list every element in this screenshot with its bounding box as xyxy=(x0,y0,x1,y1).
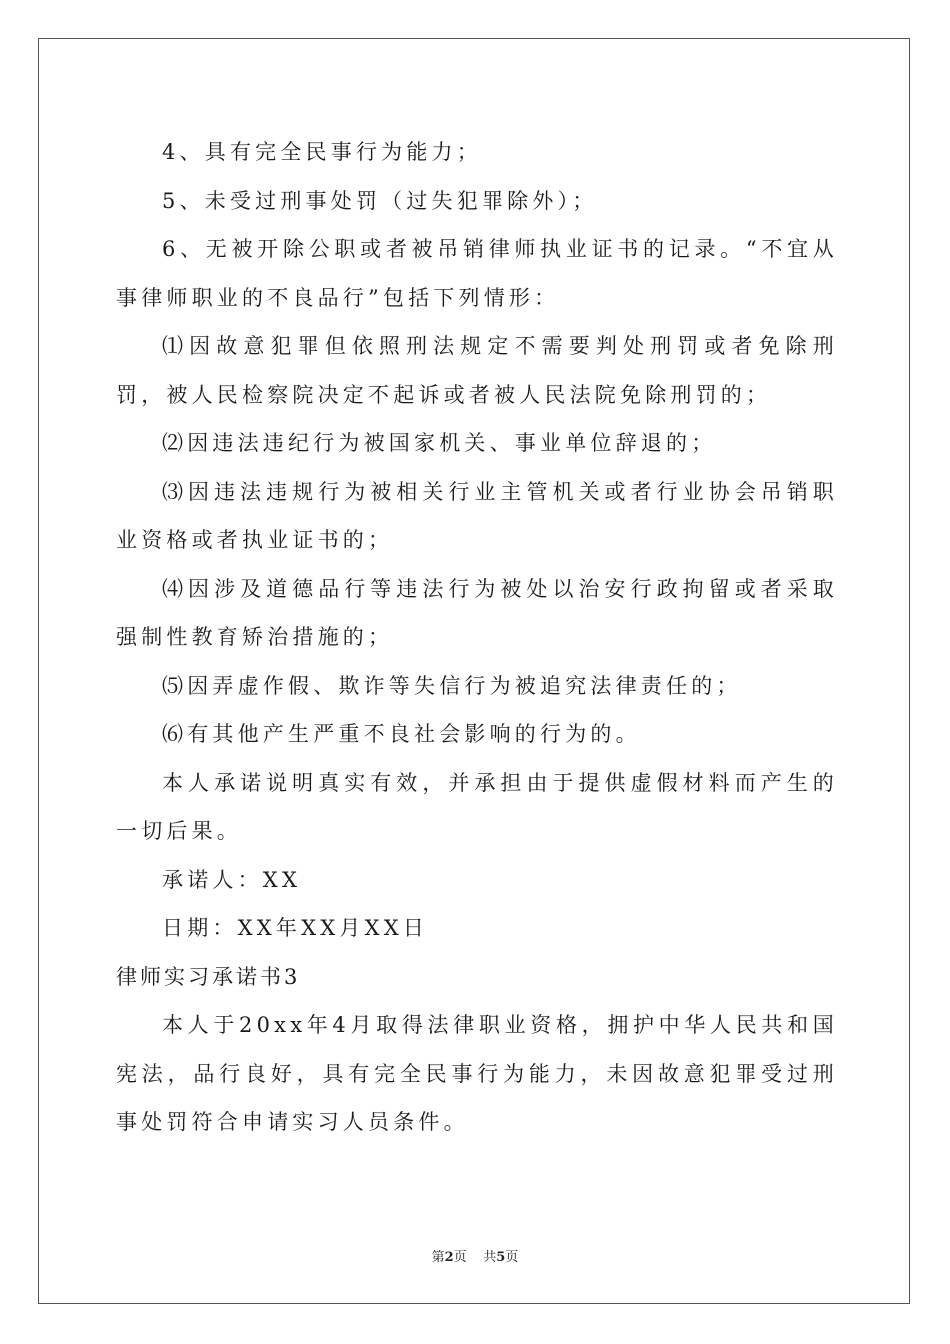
paragraph-item-6: 6、无被开除公职或者被吊销律师执业证书的记录。“不宜从事律师职业的不良品行”包括下列情形： xyxy=(116,237,838,310)
paragraph-condition-1: ⑴因故意犯罪但依照刑法规定不需要判处刑罚或者免除刑罚，被人民检察院决定不起诉或者被人民法院免除刑罚的； xyxy=(116,334,838,407)
footer-total-prefix: 共 xyxy=(483,1250,497,1265)
date-line: 日期：XX年XX月XX日 xyxy=(162,916,429,940)
paragraph-condition-3: ⑶因违法违规行为被相关行业主管机关或者行业协会吊销职业资格或者执业证书的； xyxy=(116,479,838,552)
section-title: 律师实习承诺书3 xyxy=(116,964,301,989)
footer-total-pages: 5 xyxy=(496,1250,506,1265)
paragraph-condition-6: ⑹有其他产生严重不良社会影响的行为的。 xyxy=(162,722,641,746)
footer-current-page: 2 xyxy=(444,1250,454,1265)
paragraph-commitment: 本人承诺说明真实有效，并承担由于提供虚假材料而产生的一切后果。 xyxy=(116,770,838,843)
signatory-line: 承诺人：XX xyxy=(162,867,302,892)
document-body xyxy=(116,128,838,1147)
paragraph-condition-2: ⑵因违法违纪行为被国家机关、事业单位辞退的； xyxy=(162,431,717,455)
paragraph-condition-5: ⑸因弄虚作假、欺诈等失信行为被追究法律责任的； xyxy=(162,673,742,698)
paragraph-item-5: 5、未受过刑事处罚（过失犯罪除外）； xyxy=(162,188,598,213)
footer-prefix: 第 xyxy=(431,1250,445,1265)
page-footer xyxy=(0,1246,950,1265)
footer-total-unit: 页 xyxy=(505,1250,519,1265)
paragraph-item-4: 4、具有完全民事行为能力； xyxy=(162,140,482,164)
paragraph-closing: 本人于20xx年4月取得法律职业资格，拥护中华人民共和国宪法，品行良好，具有完全民事行为能力，未因故意犯罪受过刑事处罚符合申请实习人员条件。 xyxy=(116,1013,838,1134)
footer-page-unit: 页 xyxy=(453,1250,467,1265)
paragraph-condition-4: ⑷因涉及道德品行等违法行为被处以治安行政拘留或者采取强制性教育矫治措施的； xyxy=(116,576,838,649)
